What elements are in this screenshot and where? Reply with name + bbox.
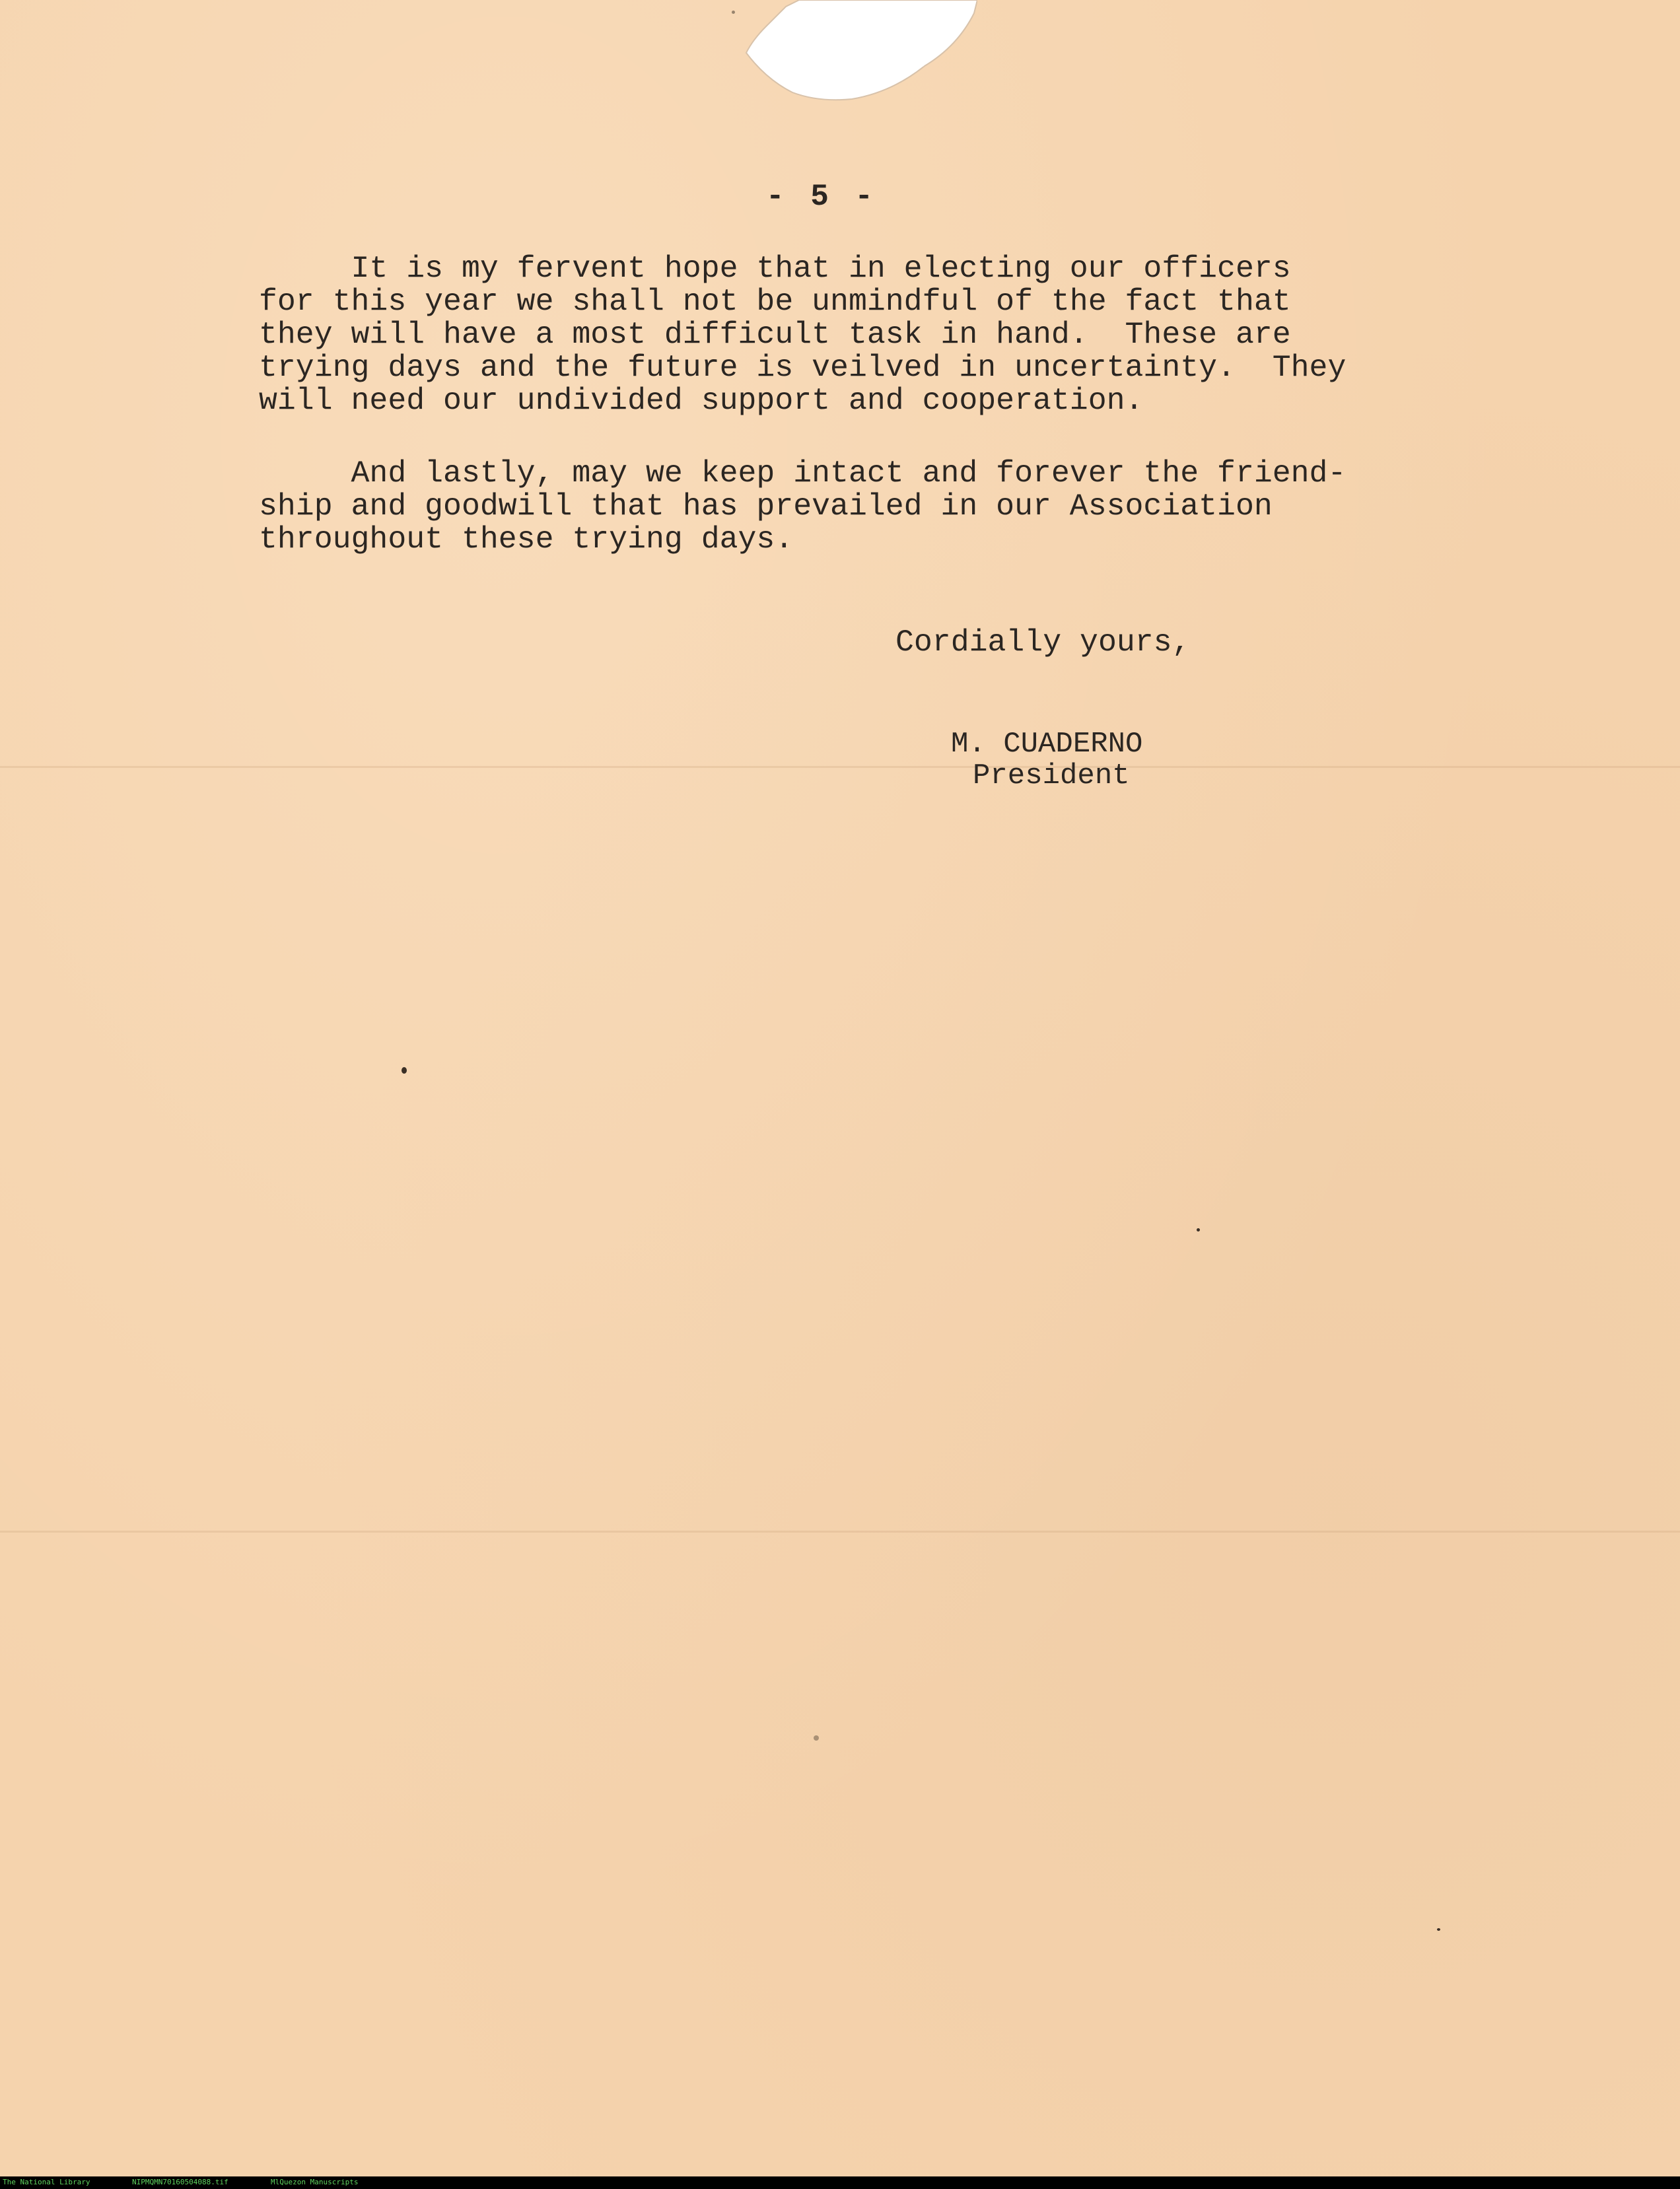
paragraph-line: they will have a most difficult task in hand. These are <box>259 317 1291 352</box>
paragraph-line: for this year we shall not be unmindful of the fact that <box>259 284 1291 319</box>
footer-collection: MlQuezon Manuscripts <box>271 2178 359 2186</box>
footer-library: The National Library <box>3 2178 90 2186</box>
footer-file: NIPMQMN70160504088.tif <box>132 2178 228 2186</box>
ink-speck <box>1437 1928 1440 1931</box>
paragraph-line: ship and goodwill that has prevailed in our Association <box>259 489 1273 524</box>
ink-speck <box>732 11 735 14</box>
paragraph-line: will need our undivided support and cooperation. <box>259 383 1144 418</box>
ink-speck <box>402 1067 407 1074</box>
paragraph-1 <box>259 252 1346 417</box>
signer-title: President <box>973 759 1130 792</box>
ink-speck <box>1197 1228 1200 1232</box>
paper-fold-lower <box>0 1531 1680 1533</box>
paragraph-line: throughout these trying days. <box>259 522 794 557</box>
closing: Cordially yours, <box>895 625 1191 660</box>
signer-name: M. CUADERNO <box>951 728 1143 761</box>
paper-fold-upper <box>0 766 1680 768</box>
torn-hole-graphic <box>740 0 977 102</box>
paragraph-2 <box>259 457 1346 556</box>
paragraph-line: And lastly, may we keep intact and forever the friend- <box>259 456 1347 491</box>
footer-bar <box>0 2176 1680 2189</box>
paragraph-line: It is my fervent hope that in electing our officers <box>259 251 1291 286</box>
ink-speck <box>814 1735 819 1741</box>
paragraph-line: trying days and the future is veilved in uncertainty. They <box>259 350 1347 385</box>
page-number: - 5 - <box>766 180 878 214</box>
